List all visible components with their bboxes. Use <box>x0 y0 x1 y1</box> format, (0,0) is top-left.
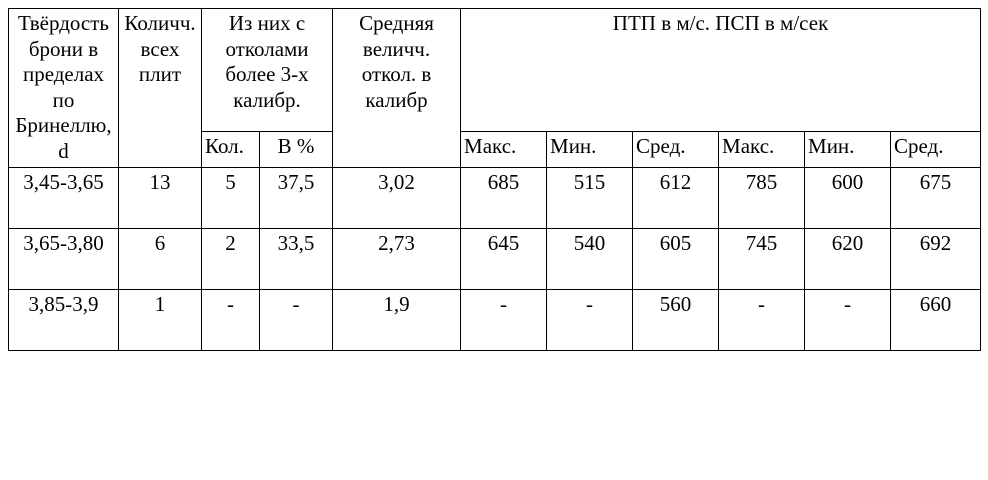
cell-spall-count: 5 <box>202 167 260 228</box>
cell-hardness: 3,45-3,65 <box>9 167 119 228</box>
header-ptp-psp-group: ПТП в м/с. ПСП в м/сек <box>461 9 981 132</box>
cell-spall-percent: - <box>260 289 333 350</box>
data-table <box>8 8 981 351</box>
cell-ptp-max: 685 <box>461 167 547 228</box>
cell-psp-min: 620 <box>805 228 891 289</box>
cell-psp-avg: 660 <box>891 289 981 350</box>
cell-avg-spall: 3,02 <box>333 167 461 228</box>
cell-psp-avg: 692 <box>891 228 981 289</box>
table-body <box>9 167 981 350</box>
cell-psp-max: - <box>719 289 805 350</box>
header-spall-group: Из них с отколами более 3-х калибр. <box>202 9 333 132</box>
header-row-primary <box>9 9 981 132</box>
cell-hardness: 3,85-3,9 <box>9 289 119 350</box>
cell-spall-count: 2 <box>202 228 260 289</box>
cell-ptp-avg: 612 <box>633 167 719 228</box>
cell-spall-percent: 33,5 <box>260 228 333 289</box>
header-hardness: Твёрдость брони в пределах по Бринеллю, d <box>9 9 119 168</box>
table-row <box>9 289 981 350</box>
cell-plates-total: 6 <box>119 228 202 289</box>
cell-spall-count: - <box>202 289 260 350</box>
cell-avg-spall: 2,73 <box>333 228 461 289</box>
header-ptp-avg: Сред. <box>633 132 719 167</box>
cell-psp-min: - <box>805 289 891 350</box>
cell-hardness: 3,65-3,80 <box>9 228 119 289</box>
header-ptp-min: Мин. <box>547 132 633 167</box>
cell-ptp-min: 540 <box>547 228 633 289</box>
cell-ptp-avg: 605 <box>633 228 719 289</box>
header-ptp-max: Макс. <box>461 132 547 167</box>
cell-psp-max: 785 <box>719 167 805 228</box>
header-spall-percent: В % <box>260 132 333 167</box>
cell-plates-total: 13 <box>119 167 202 228</box>
cell-ptp-max: - <box>461 289 547 350</box>
table-row <box>9 228 981 289</box>
cell-ptp-min: 515 <box>547 167 633 228</box>
header-psp-min: Мин. <box>805 132 891 167</box>
cell-ptp-avg: 560 <box>633 289 719 350</box>
table-header <box>9 9 981 168</box>
header-plates-total: Количч. всех плит <box>119 9 202 168</box>
cell-ptp-max: 645 <box>461 228 547 289</box>
cell-spall-percent: 37,5 <box>260 167 333 228</box>
header-spall-count: Кол. <box>202 132 260 167</box>
cell-psp-avg: 675 <box>891 167 981 228</box>
header-psp-max: Макс. <box>719 132 805 167</box>
cell-psp-min: 600 <box>805 167 891 228</box>
header-avg-spall: Средняя величч. откол. в калибр <box>333 9 461 168</box>
cell-plates-total: 1 <box>119 289 202 350</box>
cell-ptp-min: - <box>547 289 633 350</box>
header-psp-avg: Сред. <box>891 132 981 167</box>
cell-psp-max: 745 <box>719 228 805 289</box>
table-row <box>9 167 981 228</box>
cell-avg-spall: 1,9 <box>333 289 461 350</box>
